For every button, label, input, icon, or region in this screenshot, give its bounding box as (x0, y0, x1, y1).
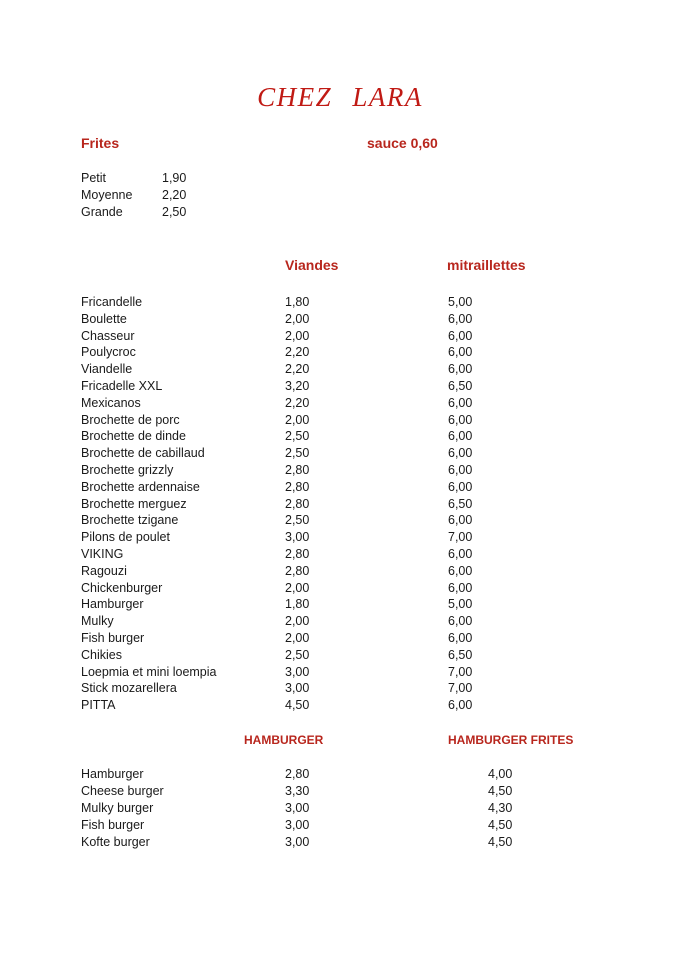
menu-row (0, 648, 680, 665)
viande-price: 2,20 (285, 362, 310, 377)
item-name: Brochette tzigane (81, 513, 179, 528)
item-price: 1,90 (162, 171, 187, 185)
viande-price: 2,50 (285, 647, 310, 662)
item-name: Mulky (81, 614, 114, 629)
item-name: Brochette de cabillaud (81, 446, 205, 461)
menu-row (0, 513, 680, 530)
viande-price: 4,50 (285, 698, 310, 713)
menu-row (0, 429, 680, 446)
viande-price: 2,00 (285, 631, 310, 645)
menu-row (0, 614, 680, 631)
mitraillette-price: 6,00 (448, 463, 473, 477)
menu-row (0, 681, 680, 698)
menu-row (0, 835, 680, 852)
mitraillette-price: 6,00 (448, 479, 473, 494)
menu-row (0, 767, 680, 784)
hamburger-frites-price: 4,30 (488, 801, 513, 815)
item-name: Boulette (81, 311, 127, 326)
menu-row (0, 362, 680, 379)
viande-price: 2,80 (285, 547, 310, 561)
mitraillette-price: 6,00 (448, 698, 473, 713)
item-name: Kofte burger (81, 835, 150, 849)
hamburger-price: 3,30 (285, 784, 310, 798)
hamburger-frites-heading: HAMBURGER FRITES (448, 733, 574, 747)
hamburger-frites-price: 4,50 (488, 835, 513, 849)
viande-price: 2,50 (285, 429, 310, 444)
mitraillette-price: 6,00 (448, 563, 473, 578)
menu-row (0, 345, 680, 362)
menu-row (0, 497, 680, 514)
mitraillette-price: 6,50 (448, 647, 473, 662)
menu-row (0, 312, 680, 329)
menu-row (0, 530, 680, 547)
hamburger-price: 3,00 (285, 801, 310, 815)
mitraillette-price: 6,00 (448, 513, 473, 528)
item-price: 2,20 (162, 188, 187, 202)
hamburger-price: 3,00 (285, 835, 310, 849)
item-name: Chikies (81, 647, 122, 662)
frites-heading: Frites (81, 135, 120, 151)
viande-price: 3,00 (285, 664, 310, 679)
mitraillette-price: 6,00 (448, 311, 473, 326)
item-name: Chasseur (81, 328, 135, 343)
mitraillette-price: 7,00 (448, 530, 473, 545)
menu-row (0, 801, 680, 818)
viande-price: 2,00 (285, 614, 310, 629)
mitraillette-price: 6,00 (448, 547, 473, 561)
mitraillette-price: 6,00 (448, 631, 473, 645)
item-name: Mexicanos (81, 395, 141, 410)
item-name: Hamburger (81, 767, 144, 781)
mitraillette-price: 6,00 (448, 362, 473, 377)
item-name: Chickenburger (81, 580, 163, 595)
item-name: Hamburger (81, 597, 144, 612)
viande-price: 2,80 (285, 496, 310, 511)
menu-row (0, 631, 680, 648)
item-name: Pilons de poulet (81, 530, 170, 545)
viande-price: 3,20 (285, 379, 310, 393)
item-name: Cheese burger (81, 784, 164, 798)
item-name: PITTA (81, 698, 116, 713)
hamburger-heading: HAMBURGER (244, 733, 324, 747)
item-name: Fish burger (81, 818, 145, 832)
viande-price: 2,80 (285, 463, 310, 477)
item-name: Grande (81, 205, 123, 219)
menu-row (0, 205, 680, 222)
hamburger-frites-price: 4,50 (488, 818, 513, 832)
viande-price: 2,20 (285, 395, 310, 410)
menu-row (0, 188, 680, 205)
menu-row (0, 295, 680, 312)
menu-row (0, 171, 680, 188)
mitraillette-price: 5,00 (448, 295, 473, 309)
mitraillette-price: 6,00 (448, 429, 473, 444)
menu-row (0, 413, 680, 430)
item-price: 2,50 (162, 205, 187, 219)
mitraillette-price: 6,00 (448, 395, 473, 410)
mitraillette-price: 6,00 (448, 328, 473, 343)
item-name: Moyenne (81, 188, 133, 202)
item-name: Fricadelle XXL (81, 379, 163, 393)
item-name: Brochette de porc (81, 412, 180, 427)
mitraillettes-heading: mitraillettes (447, 257, 526, 273)
menu-row (0, 463, 680, 480)
menu-row (0, 379, 680, 396)
item-name: Mulky burger (81, 801, 154, 815)
menu-row (0, 396, 680, 413)
viande-price: 3,00 (285, 530, 310, 545)
item-name: Brochette merguez (81, 496, 187, 511)
item-name: Loepmia et mini loempia (81, 664, 217, 679)
menu-row (0, 665, 680, 682)
viande-price: 2,20 (285, 345, 310, 360)
viande-price: 2,00 (285, 412, 310, 427)
viande-price: 3,00 (285, 681, 310, 696)
item-name: Brochette de dinde (81, 429, 186, 444)
item-name: Fish burger (81, 631, 145, 645)
mitraillette-price: 6,00 (448, 580, 473, 595)
item-name: Petit (81, 171, 107, 185)
viande-price: 2,50 (285, 446, 310, 461)
menu-row (0, 564, 680, 581)
mitraillette-price: 6,50 (448, 496, 473, 511)
item-name: Brochette grizzly (81, 463, 174, 477)
hamburger-frites-price: 4,00 (488, 767, 513, 781)
viande-price: 2,00 (285, 328, 310, 343)
menu-row (0, 784, 680, 801)
mitraillette-price: 7,00 (448, 681, 473, 696)
mitraillette-price: 6,00 (448, 412, 473, 427)
viande-price: 2,50 (285, 513, 310, 528)
item-name: Stick mozarellera (81, 681, 177, 696)
item-name: Viandelle (81, 362, 133, 377)
mitraillette-price: 6,00 (448, 446, 473, 461)
menu-row (0, 597, 680, 614)
menu-row (0, 446, 680, 463)
hamburger-frites-price: 4,50 (488, 784, 513, 798)
menu-row (0, 698, 680, 715)
menu-row (0, 581, 680, 598)
mitraillette-price: 7,00 (448, 664, 473, 679)
item-name: Ragouzi (81, 563, 127, 578)
item-name: VIKING (81, 547, 124, 561)
viande-price: 2,80 (285, 563, 310, 578)
viandes-heading: Viandes (285, 257, 339, 273)
restaurant-title: CHEZ LARA (257, 82, 423, 112)
viande-price: 1,80 (285, 295, 310, 309)
mitraillette-price: 6,50 (448, 379, 473, 393)
menu-row (0, 480, 680, 497)
mitraillette-price: 6,00 (448, 614, 473, 629)
item-name: Brochette ardennaise (81, 479, 200, 494)
hamburger-price: 2,80 (285, 767, 310, 781)
viande-price: 2,80 (285, 479, 310, 494)
menu-row (0, 818, 680, 835)
item-name: Fricandelle (81, 295, 143, 309)
viande-price: 1,80 (285, 597, 310, 612)
mitraillette-price: 5,00 (448, 597, 473, 612)
item-name: Poulycroc (81, 345, 136, 360)
mitraillette-price: 6,00 (448, 345, 473, 360)
menu-row (0, 329, 680, 346)
viande-price: 2,00 (285, 580, 310, 595)
menu-row (0, 547, 680, 564)
viande-price: 2,00 (285, 311, 310, 326)
hamburger-price: 3,00 (285, 818, 310, 832)
sauce-price: sauce 0,60 (367, 135, 438, 151)
